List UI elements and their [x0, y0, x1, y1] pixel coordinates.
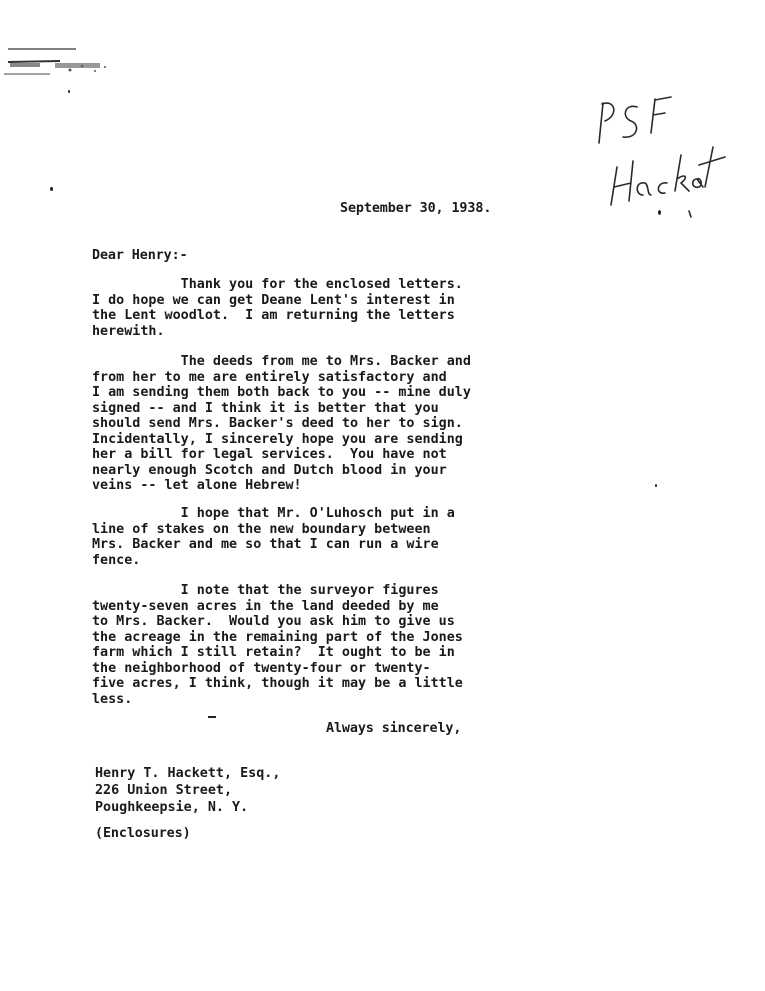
paragraph-line: from her to me are entirely satisfactory and: [92, 369, 447, 385]
salutation: Dear Henry:-: [92, 248, 188, 263]
recipient-address: [95, 765, 280, 816]
paragraph-line: five acres, I think, though it may be a little: [92, 676, 463, 691]
paragraph-line: fence.: [92, 552, 141, 568]
paragraph-line: should send Mrs. Backer's deed to her to sign.: [92, 416, 463, 431]
paragraph-line: to Mrs. Backer. Would you ask him to give us: [92, 614, 455, 629]
paragraph-line: Thank you for the enclosed letters.: [92, 277, 463, 292]
stray-mark: [655, 484, 657, 487]
stray-mark: [50, 187, 53, 191]
paragraph-line: the Lent woodlot. I am returning the letters: [92, 308, 455, 323]
address-line: 226 Union Street,: [95, 783, 233, 798]
paragraph-3: [92, 506, 532, 568]
enclosures-note: (Enclosures): [95, 826, 191, 841]
paragraph-line: farm which I still retain? It ought to be in: [92, 645, 455, 660]
stray-mark: [658, 210, 661, 215]
scan-smudge: [0, 40, 140, 90]
paragraph-line: Mrs. Backer and me so that I can run a wire: [92, 537, 439, 552]
paragraph-line: veins -- let alone Hebrew!: [92, 478, 302, 493]
paragraph-line: less.: [92, 691, 133, 707]
address-line: Henry T. Hackett, Esq.,: [95, 766, 281, 781]
paragraph-1: [92, 277, 532, 339]
stray-mark: [68, 90, 70, 93]
paragraph-line: I hope that Mr. O'Luhosch put in a: [92, 506, 455, 521]
letter-date: September 30, 1938.: [340, 201, 492, 216]
closing: Always sincerely,: [326, 721, 462, 736]
address-line: Poughkeepsie, N. Y.: [95, 800, 249, 815]
handwritten-annotation: [585, 95, 735, 225]
paragraph-line: I do hope we can get Deane Lent's interest in: [92, 292, 455, 308]
paragraph-line: I note that the surveyor figures: [92, 583, 439, 598]
paragraph-line: Incidentally, I sincerely hope you are sending: [92, 431, 463, 447]
paragraph-line: signed -- and I think it is better that you: [92, 400, 439, 416]
paragraph-line: the acreage in the remaining part of the Jones: [92, 629, 463, 645]
paragraph-line: her a bill for legal services. You have not: [92, 447, 447, 462]
paragraph-line: line of stakes on the new boundary between: [92, 521, 431, 537]
paragraph-line: The deeds from me to Mrs. Backer and: [92, 354, 471, 369]
paragraph-line: I am sending them both back to you -- mine duly: [92, 385, 471, 400]
stray-mark: [208, 716, 216, 718]
paragraph-line: herewith.: [92, 323, 165, 339]
paragraph-line: twenty-seven acres in the land deeded by me: [92, 598, 439, 614]
paragraph-line: nearly enough Scotch and Dutch blood in your: [92, 462, 447, 478]
paragraph-4: [92, 583, 532, 707]
paragraph-2: [92, 354, 532, 494]
paragraph-line: the neighborhood of twenty-four or twenty-: [92, 660, 431, 676]
